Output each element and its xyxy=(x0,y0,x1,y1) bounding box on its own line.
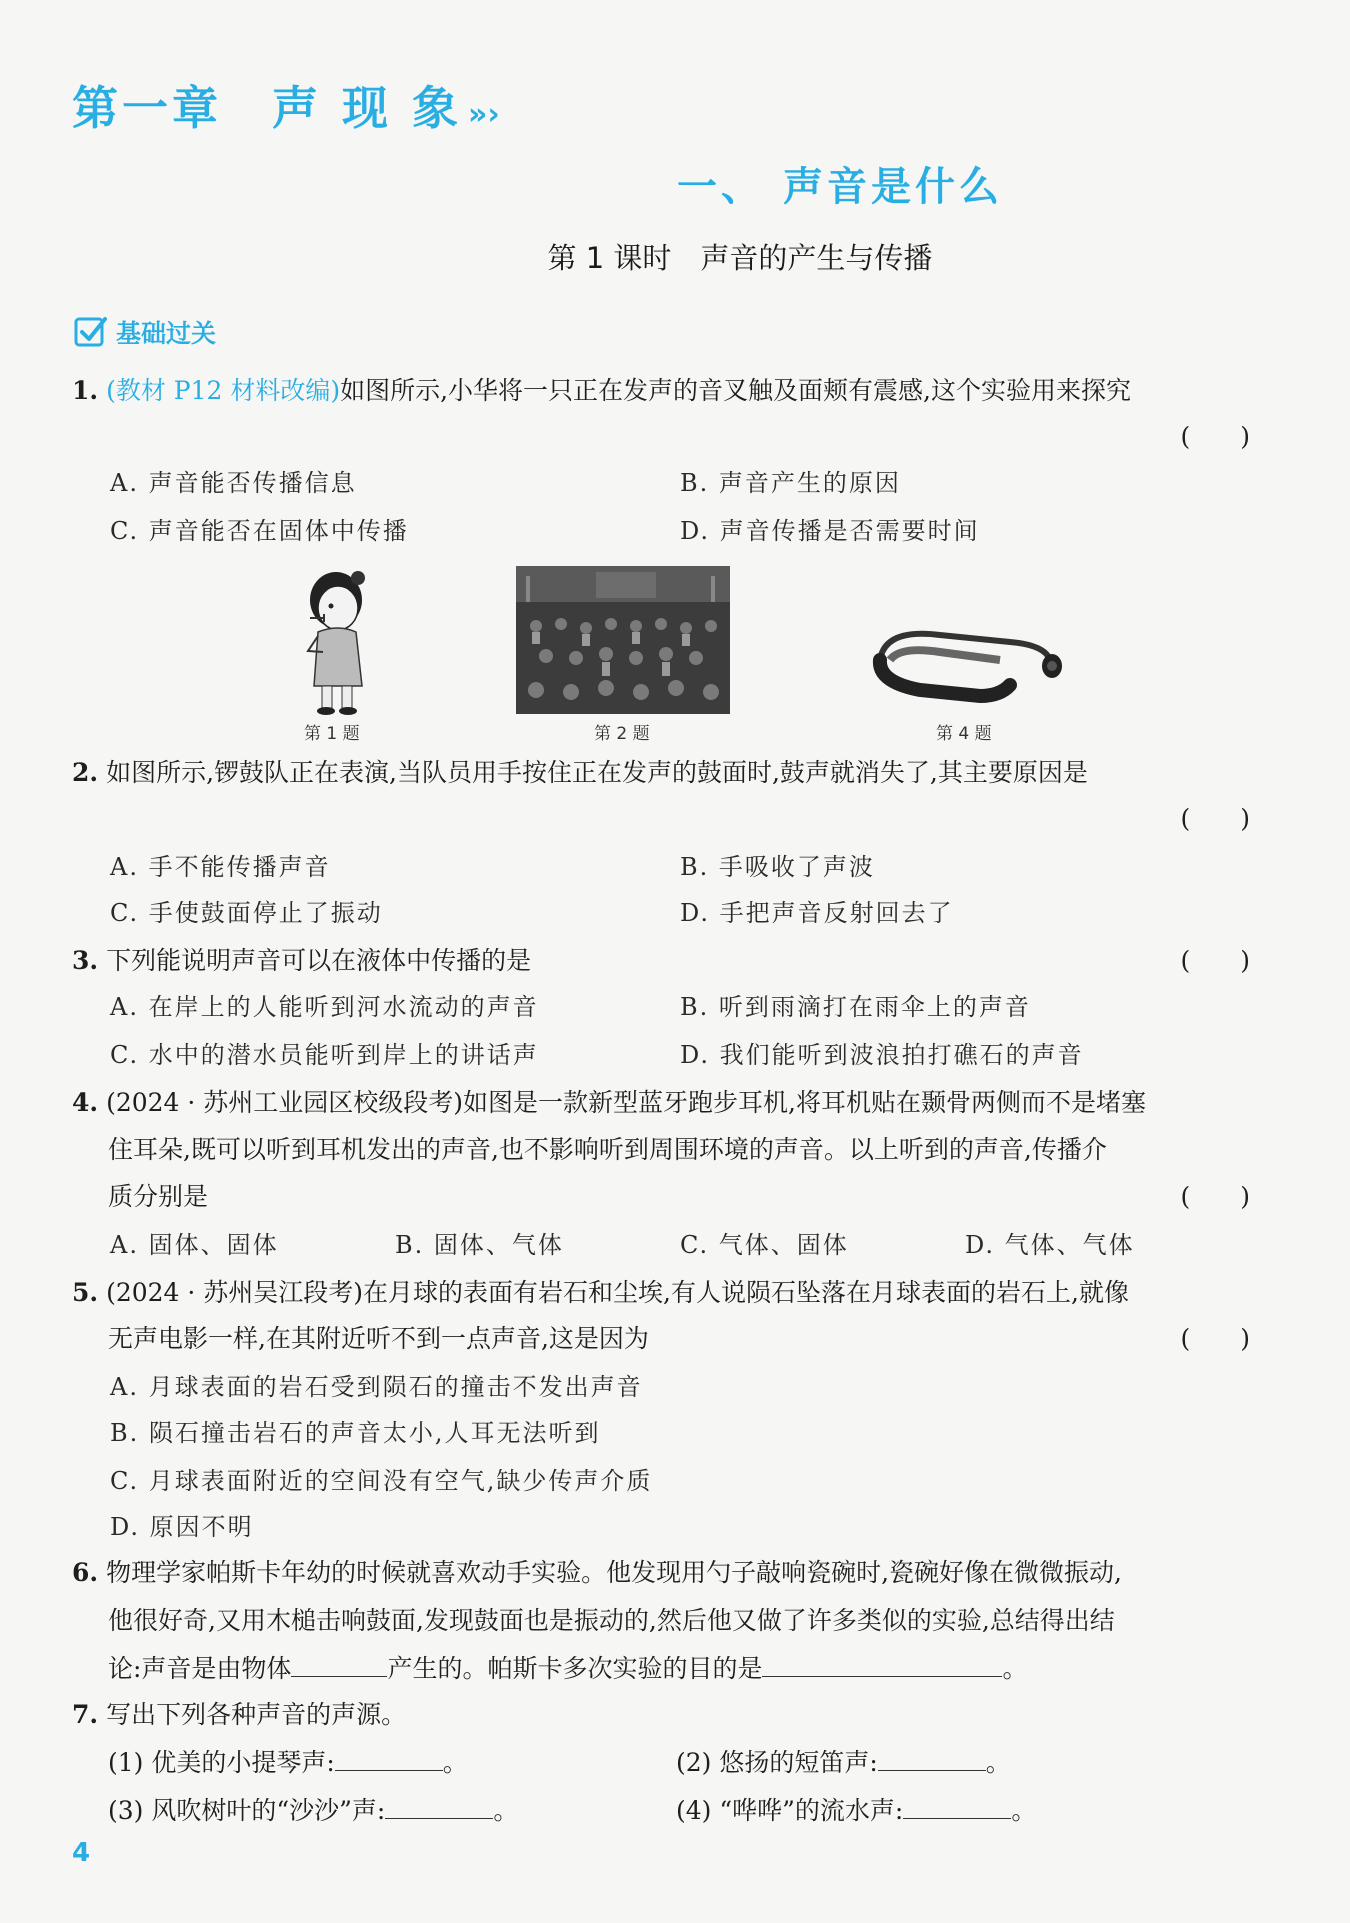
option-d: D. 声音传播是否需要时间 xyxy=(680,517,980,545)
chapter-title-text: 第一章 声 现 象 xyxy=(72,81,463,135)
question-5-line-2: 无声电影一样,在其附近听不到一点声音,这是因为 xyxy=(108,1324,649,1353)
question-6-line-2: 他很好奇,又用木槌击响鼓面,发现鼓面也是振动的,然后他又做了许多类似的实验,总结得出结 xyxy=(108,1606,1115,1635)
answer-bracket: ( ) xyxy=(1180,946,1250,975)
fill-blank[interactable] xyxy=(291,1650,387,1677)
option-c: C. 声音能否在固体中传播 xyxy=(110,517,409,545)
question-text-line-1: 在月球的表面有岩石和尘埃,有人说陨石坠落在月球表面的岩石上,就像 xyxy=(363,1278,1129,1307)
question-1 xyxy=(72,374,1131,408)
fill-blank[interactable] xyxy=(878,1744,986,1771)
figure-drum-band-photo xyxy=(516,566,730,718)
question-text-line-1: 物理学家帕斯卡年幼的时候就喜欢动手实验。他发现用勺子敲响瓷碗时,瓷碗好像在微微振动, xyxy=(106,1558,1122,1587)
figure-bluetooth-earphones xyxy=(870,600,1070,714)
question-text-line-1: 如图是一款新型蓝牙跑步耳机,将耳机贴在颞骨两侧而不是堵塞 xyxy=(463,1088,1146,1117)
option-b: B. 手吸收了声波 xyxy=(680,853,875,881)
question-text: 产生的。帕斯卡多次实验的目的是 xyxy=(387,1654,763,1683)
question-number: 4. xyxy=(72,1088,99,1117)
question-number: 3. xyxy=(72,946,99,975)
option-a: A. 在岸上的人能听到河水流动的声音 xyxy=(110,993,539,1021)
question-2 xyxy=(72,756,1088,790)
option-b: B. 声音产生的原因 xyxy=(680,469,901,497)
question-text: 下列能说明声音可以在液体中传播的是 xyxy=(106,946,532,975)
figure-2-caption: 第 2 题 xyxy=(594,724,650,744)
item-text: (2) 悠扬的短笛声: xyxy=(676,1748,878,1777)
question-7-item-3 xyxy=(108,1792,518,1828)
question-number: 5. xyxy=(72,1278,99,1307)
page-number: 4 xyxy=(72,1838,91,1868)
fill-blank[interactable] xyxy=(335,1744,443,1771)
option-d: D. 气体、气体 xyxy=(965,1231,1135,1259)
option-b: B. 固体、气体 xyxy=(395,1231,564,1259)
question-number: 6. xyxy=(72,1558,99,1587)
option-b: B. 陨石撞击岩石的声音太小,人耳无法听到 xyxy=(110,1419,601,1447)
item-end: 。 xyxy=(493,1796,519,1825)
lesson-title: 第 1 课时 声音的产生与传播 xyxy=(547,241,933,275)
basics-heading-text: 基础过关 xyxy=(116,319,217,348)
chapter-title xyxy=(72,72,494,138)
question-3 xyxy=(72,944,531,978)
fill-blank[interactable] xyxy=(903,1792,1011,1819)
item-text: (3) 风吹树叶的“沙沙”声: xyxy=(108,1796,386,1825)
answer-bracket: ( ) xyxy=(1180,804,1250,833)
question-number: 7. xyxy=(72,1700,99,1729)
double-chevron-icon: » xyxy=(468,97,482,132)
question-source: (2024 · 苏州工业园区校级段考) xyxy=(106,1088,464,1117)
answer-bracket: ( ) xyxy=(1180,422,1250,451)
item-text: (1) 优美的小提琴声: xyxy=(108,1748,335,1777)
fill-blank[interactable] xyxy=(762,1650,1002,1677)
figure-4-caption: 第 4 题 xyxy=(936,724,992,744)
question-text: 。 xyxy=(1002,1654,1028,1683)
question-number: 1. xyxy=(72,376,99,405)
question-source: (2024 · 苏州吴江段考) xyxy=(106,1278,364,1307)
question-6 xyxy=(72,1556,1122,1590)
option-d: D. 手把声音反射回去了 xyxy=(680,899,954,927)
basics-heading xyxy=(74,314,216,350)
question-text: 如图所示,锣鼓队正在表演,当队员用手按住正在发声的鼓面时,鼓声就消失了,其主要原因是 xyxy=(106,758,1088,787)
question-7-item-1 xyxy=(108,1744,468,1780)
item-end: 。 xyxy=(442,1748,468,1777)
option-a: A. 声音能否传播信息 xyxy=(110,469,357,497)
question-5 xyxy=(72,1276,1129,1310)
question-7-item-4 xyxy=(676,1792,1036,1828)
item-text: (4) “哗哗”的流水声: xyxy=(676,1796,904,1825)
question-6-line-3 xyxy=(108,1650,1027,1686)
option-d: D. 原因不明 xyxy=(110,1513,254,1541)
option-d: D. 我们能听到波浪拍打礁石的声音 xyxy=(680,1041,1084,1069)
question-7-item-2 xyxy=(676,1744,1011,1780)
figure-girl-tuning-fork xyxy=(288,566,388,720)
option-a: A. 手不能传播声音 xyxy=(110,853,331,881)
question-text: 论:声音是由物体 xyxy=(108,1654,292,1683)
answer-bracket: ( ) xyxy=(1180,1182,1250,1211)
option-c: C. 气体、固体 xyxy=(680,1231,849,1259)
checkbox-check-icon xyxy=(74,315,108,349)
question-4 xyxy=(72,1086,1146,1120)
item-end: 。 xyxy=(985,1748,1011,1777)
option-b: B. 听到雨滴打在雨伞上的声音 xyxy=(680,993,1031,1021)
option-a: A. 月球表面的岩石受到陨石的撞击不发出声音 xyxy=(110,1373,643,1401)
double-chevron-icon-2: › xyxy=(487,97,494,132)
question-text: 如图所示,小华将一只正在发声的音叉触及面颊有震感,这个实验用来探究 xyxy=(340,376,1132,405)
question-7 xyxy=(72,1698,406,1732)
question-4-line-3: 质分别是 xyxy=(108,1182,209,1211)
question-text: 写出下列各种声音的声源。 xyxy=(106,1700,407,1729)
question-4-line-2: 住耳朵,既可以听到耳机发出的声音,也不影响听到周围环境的声音。以上听到的声音,传播介 xyxy=(108,1135,1107,1164)
question-number: 2. xyxy=(72,758,99,787)
figure-1-caption: 第 1 题 xyxy=(304,724,360,744)
section-title: 一、 声音是什么 xyxy=(677,164,1003,210)
question-source: (教材 P12 材料改编) xyxy=(106,376,341,405)
item-end: 。 xyxy=(1011,1796,1037,1825)
option-a: A. 固体、固体 xyxy=(110,1231,279,1259)
option-c: C. 月球表面附近的空间没有空气,缺少传声介质 xyxy=(110,1467,653,1495)
fill-blank[interactable] xyxy=(385,1792,493,1819)
option-c: C. 水中的潜水员能听到岸上的讲话声 xyxy=(110,1041,539,1069)
option-c: C. 手使鼓面停止了振动 xyxy=(110,899,383,927)
answer-bracket: ( ) xyxy=(1180,1324,1250,1353)
